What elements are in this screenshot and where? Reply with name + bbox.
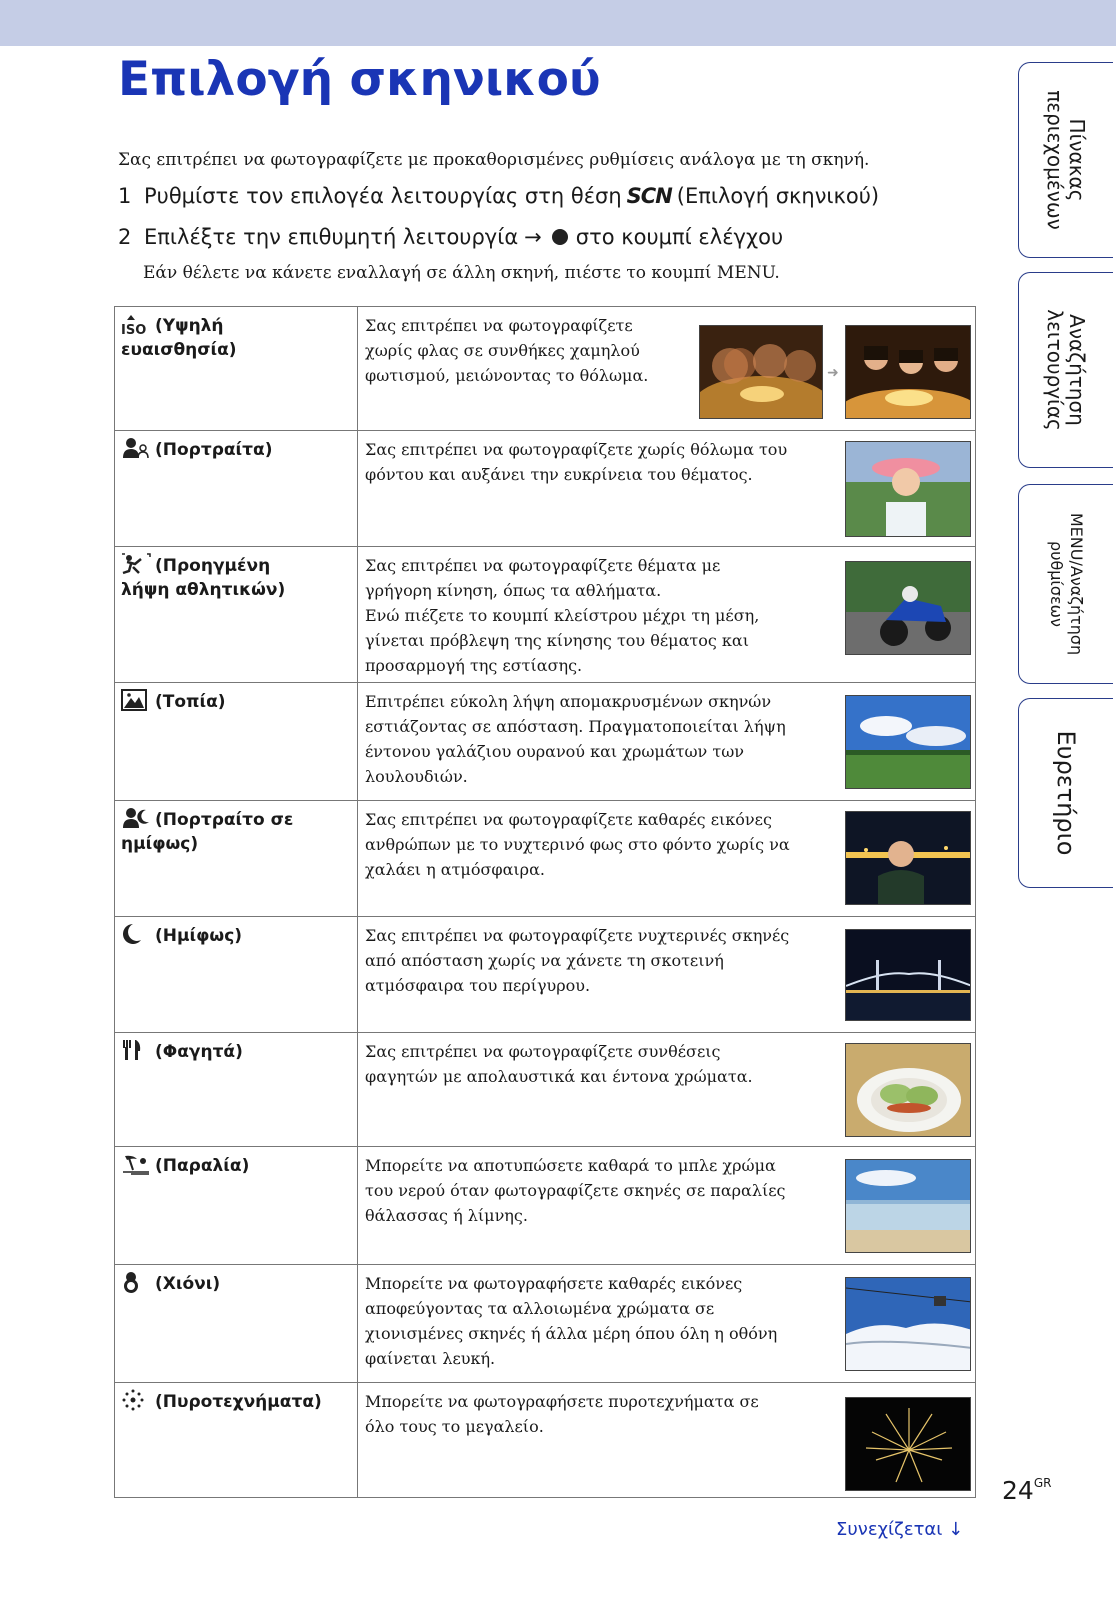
header-band xyxy=(0,0,1116,46)
sample-photo-night-bridge xyxy=(845,929,971,1021)
tab-function-search[interactable]: Αναζήτηση λειτουργίας xyxy=(1018,272,1113,468)
table-row xyxy=(115,1033,975,1147)
mode-label: (Πορτραίτα) xyxy=(121,437,353,462)
beach-icon xyxy=(121,1153,151,1175)
step-number: 1 xyxy=(118,184,132,208)
sample-photo-motorbike xyxy=(845,561,971,655)
mode-label: (Πορτραίτο σε ημίφως) xyxy=(121,807,353,856)
table-row xyxy=(115,1383,975,1499)
mode-description: Σας επιτρέπει να φωτογραφίζετε χωρίς φλας σε συνθήκες χαμηλού φωτισμού, μειώνοντας το θόλωμα. xyxy=(365,316,649,385)
page-title: Επιλογή σκηνικού xyxy=(118,52,601,107)
mode-label: ISO (Υψηλή ευαισθησία) xyxy=(121,313,353,362)
table-row xyxy=(115,683,975,801)
scene-table xyxy=(114,306,976,1498)
svg-text:ISO: ISO xyxy=(121,323,147,335)
arrow-icon: → xyxy=(524,225,542,249)
gourmet-icon xyxy=(121,1039,151,1061)
tab-index[interactable]: Ευρετήριο xyxy=(1018,698,1113,888)
landscape-icon xyxy=(121,689,151,711)
twilight-portrait-icon xyxy=(121,807,151,829)
snow-icon xyxy=(121,1271,151,1293)
mode-label: (Χιόνι) xyxy=(121,1271,353,1296)
intro-text: Σας επιτρέπει να φωτογραφίζετε με προκαθορισμένες ρυθμίσεις ανάλογα με τη σκηνή. xyxy=(118,150,870,170)
mode-label: (Ημίφως) xyxy=(121,923,353,948)
mode-description: Μπορείτε να φωτογραφήσετε πυροτεχνήματα σε όλο τους το μεγαλείο. xyxy=(365,1392,759,1436)
twilight-icon xyxy=(121,923,151,945)
sample-photo-twilight-portrait xyxy=(845,811,971,905)
page-number: $24^{GR}$ xyxy=(1002,1476,1052,1505)
sample-photo-blurred xyxy=(699,325,823,419)
mode-description: Μπορείτε να φωτογραφήσετε καθαρές εικόνες αποφεύγοντας τα αλλοιωμένα χρώματα σε χιονισμένες σκηνές ή άλλα μέρη όπου όλη η οθόνη φαίνεται λευκή. xyxy=(365,1274,778,1368)
step-text: (Επιλογή σκηνικού) xyxy=(676,184,880,208)
table-row xyxy=(115,917,975,1033)
continued-link[interactable]: Συνεχίζεται ↓ xyxy=(836,1519,964,1540)
tab-menu-settings-search[interactable]: MENU/Αναζήτηση ρυθμίσεων xyxy=(1018,484,1113,684)
table-row xyxy=(115,1265,975,1383)
arrow-icon: ➜ xyxy=(827,365,839,381)
mode-description: Επιτρέπει εύκολη λήψη απομακρυσμένων σκηνών εστιάζοντας σε απόσταση. Πραγματοποιείται λήψη έντονου γαλάζιου ουρανού και χρωμάτων των λουλουδιών. xyxy=(365,692,786,786)
fireworks-icon xyxy=(121,1389,151,1411)
mode-description: Σας επιτρέπει να φωτογραφίζετε καθαρές εικόνες ανθρώπων με το νυχτερινό φως στο φόντο χωρίς να χαλάει η ατμόσφαιρα. xyxy=(365,810,790,879)
mode-label: (Φαγητά) xyxy=(121,1039,353,1064)
sample-photo-sharp xyxy=(845,325,971,419)
mode-description: Σας επιτρέπει να φωτογραφίζετε συνθέσεις φαγητών με απολαυστικά και έντονα χρώματα. xyxy=(365,1042,753,1086)
sample-photo-fireworks xyxy=(845,1397,971,1491)
sample-photo-landscape xyxy=(845,695,971,789)
tab-table-of-contents[interactable]: Πίνακας περιεχομένων xyxy=(1018,62,1113,258)
portrait-icon xyxy=(121,437,151,459)
table-row xyxy=(115,1147,975,1265)
mode-label: (Προηγμένη λήψη αθλητικών) xyxy=(121,553,353,602)
step-text: Ρυθμίστε τον επιλογέα λειτουργίας στη θέση xyxy=(144,184,622,208)
mode-description: Μπορείτε να αποτυπώσετε καθαρά το μπλε χρώμα του νερού όταν φωτογραφίζετε σκηνές σε παραλίες θάλασσας ή λίμνης. xyxy=(365,1156,786,1225)
table-row xyxy=(115,801,975,917)
mode-description: Σας επιτρέπει να φωτογραφίζετε νυχτερινές σκηνές από απόσταση χωρίς να χάνετε τη σκοτεινή ατμόσφαιρα του περίγυρου. xyxy=(365,926,790,995)
table-row xyxy=(115,431,975,547)
mode-label: (Τοπία) xyxy=(121,689,353,714)
mode-description: Σας επιτρέπει να φωτογραφίζετε θέματα με γρήγορη κίνηση, όπως τα αθλήματα. Ενώ πιέζετε το κουμπί κλείστρου μέχρι τη μέση, γίνεται πρόβλεψη της κίνησης του θέματος και προσαρμογή της εστίασης. xyxy=(365,556,760,675)
table-row xyxy=(115,547,975,683)
step-1 xyxy=(118,184,879,208)
scn-icon: SCN xyxy=(626,184,672,208)
mode-description: Σας επιτρέπει να φωτογραφίζετε χωρίς θόλωμα του φόντου και αυξάνει την ευκρίνεια του θέματος. xyxy=(365,440,788,484)
sample-photo-food xyxy=(845,1043,971,1137)
high-sensitivity-icon xyxy=(121,313,151,335)
center-button-icon xyxy=(552,229,568,245)
sample-photo-snow xyxy=(845,1277,971,1371)
step-2 xyxy=(118,225,783,249)
mode-label: (Πυροτεχνήματα) xyxy=(121,1389,353,1414)
step-text: στο κουμπί ελέγχου xyxy=(575,225,784,249)
step-number: 2 xyxy=(118,225,132,249)
mode-label: (Παραλία) xyxy=(121,1153,353,1178)
sample-photo-portrait xyxy=(845,441,971,537)
note-text: Εάν θέλετε να κάνετε εναλλαγή σε άλλη σκηνή, πιέστε το κουμπί MENU. xyxy=(143,263,780,283)
step-text: Επιλέξτε την επιθυμητή λειτουργία xyxy=(144,225,519,249)
sports-icon xyxy=(121,553,151,575)
sample-photo-beach xyxy=(845,1159,971,1253)
table-row xyxy=(115,307,975,431)
